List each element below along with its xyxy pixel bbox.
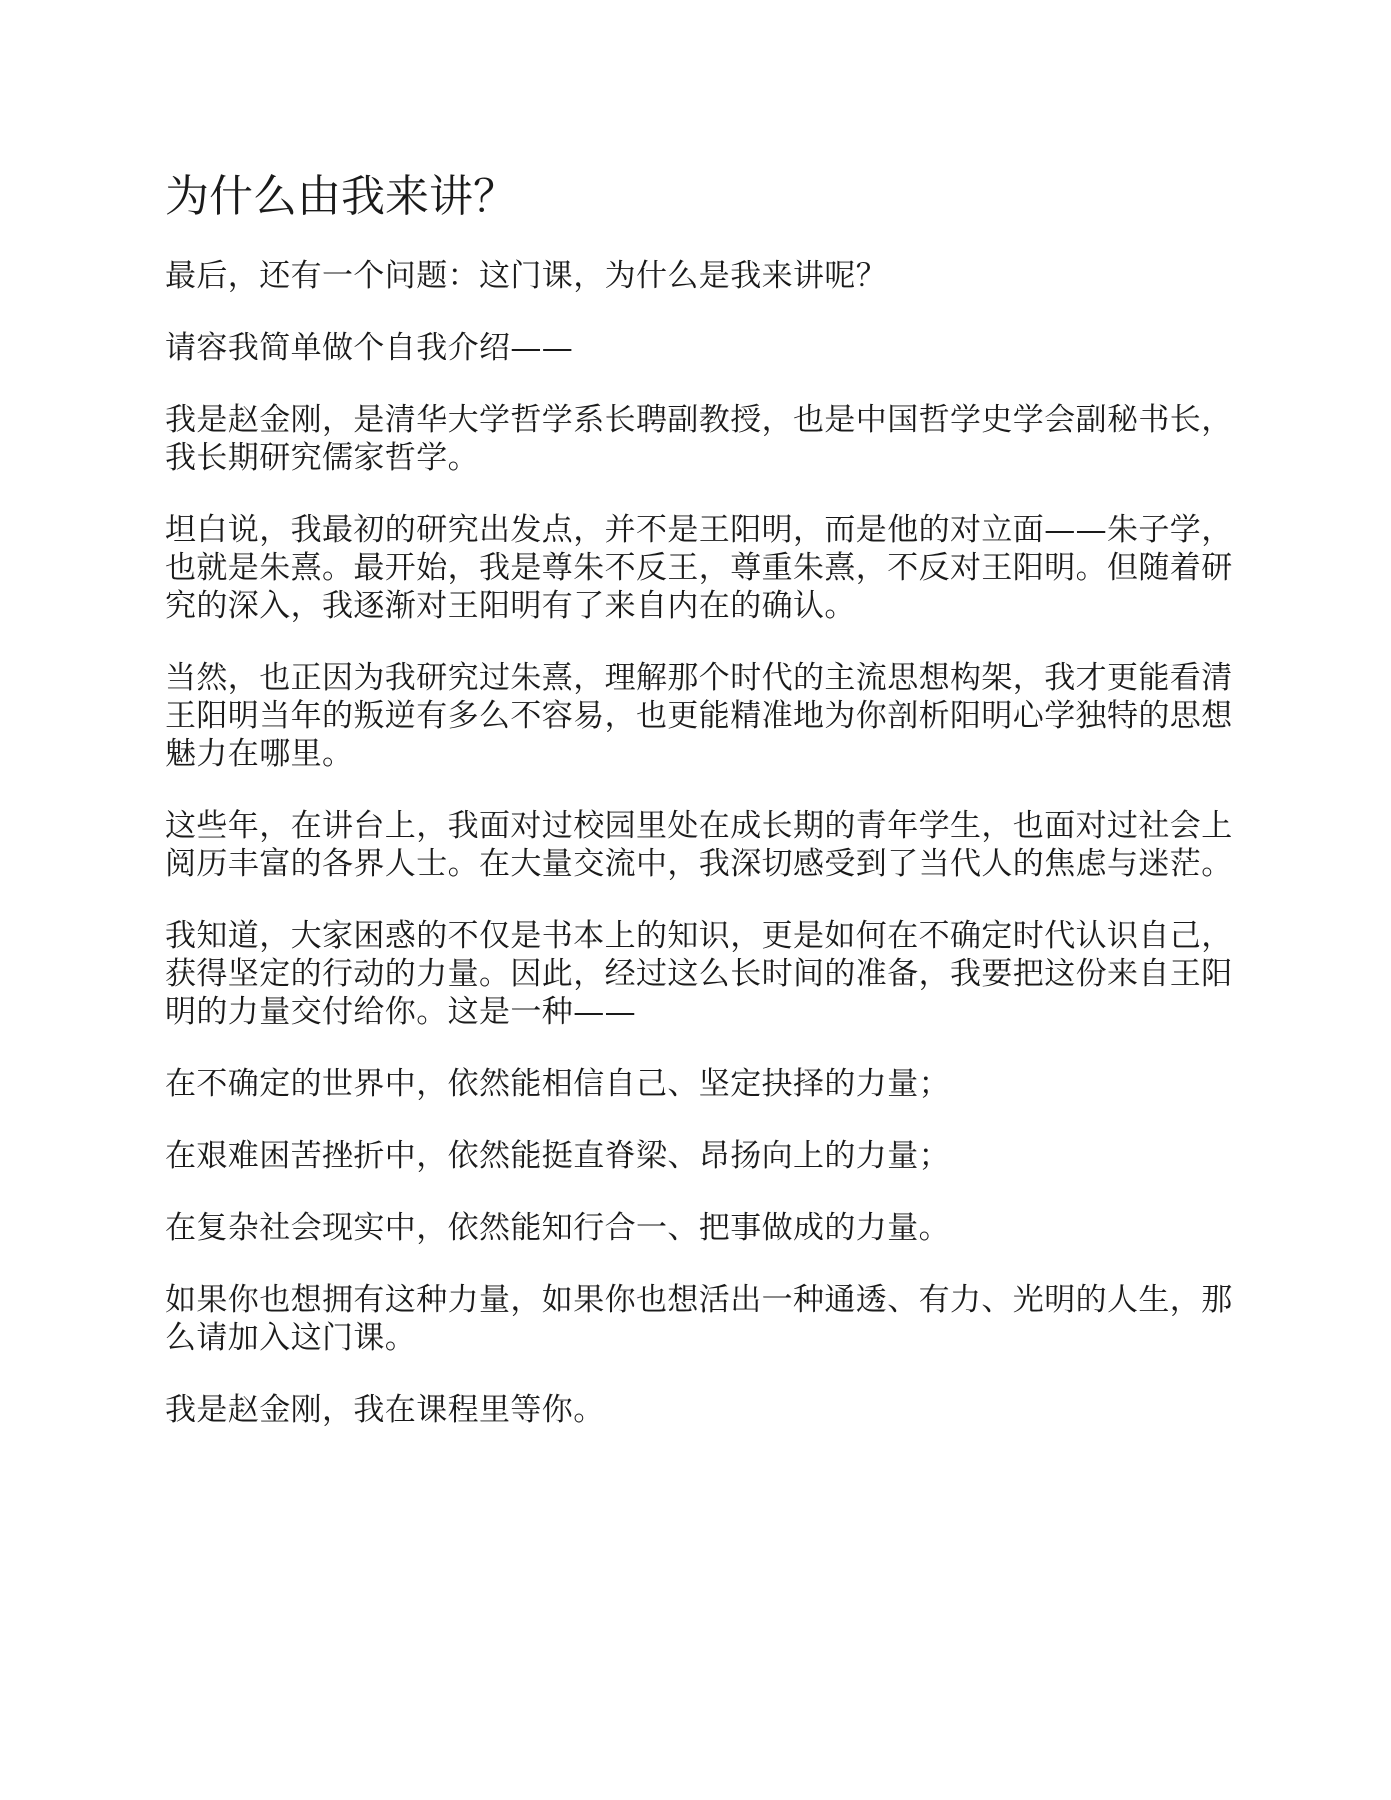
paragraph: 我是赵金刚，我在课程里等你。: [165, 1392, 605, 1428]
paragraph: 我是赵金刚，是清华大学哲学系长聘副教授，也是中国哲学史学会副秘书长，我长期研究儒家哲学。: [165, 402, 1233, 476]
paragraph: 这些年，在讲台上，我面对过校园里处在成长期的青年学生，也面对过社会上阅历丰富的各界人士。在大量交流中，我深切感受到了当代人的焦虑与迷茫。: [165, 808, 1233, 882]
paragraph: 在艰难困苦挫折中，依然能挺直脊梁、昂扬向上的力量；: [165, 1138, 950, 1174]
paragraph: 坦白说，我最初的研究出发点，并不是王阳明，而是他的对立面——朱子学，也就是朱熹。最开始，我是尊朱不反王，尊重朱熹，不反对王阳明。但随着研究的深入，我逐渐对王阳明有了来自内在的确认。: [165, 512, 1233, 624]
paragraph: 最后，还有一个问题：这门课，为什么是我来讲呢？: [165, 258, 888, 294]
page-title: 为什么由我来讲？: [165, 171, 517, 222]
paragraph: 在复杂社会现实中，依然能知行合一、把事做成的力量。: [165, 1210, 950, 1246]
paragraph: 请容我简单做个自我介绍——: [165, 330, 574, 366]
body-text: [165, 257, 1235, 1463]
paragraph: 我知道，大家困惑的不仅是书本上的知识，更是如何在不确定时代认识自己，获得坚定的行动的力量。因此，经过这么长时间的准备，我要把这份来自王阳明的力量交付给你。这是一种——: [165, 918, 1233, 1030]
paragraph: 在不确定的世界中，依然能相信自己、坚定抉择的力量；: [165, 1066, 950, 1102]
paragraph: 如果你也想拥有这种力量，如果你也想活出一种通透、有力、光明的人生，那么请加入这门课。: [165, 1282, 1233, 1356]
paragraph: 当然，也正因为我研究过朱熹，理解那个时代的主流思想构架，我才更能看清王阳明当年的叛逆有多么不容易，也更能精准地为你剖析阳明心学独特的思想魅力在哪里。: [165, 660, 1233, 772]
